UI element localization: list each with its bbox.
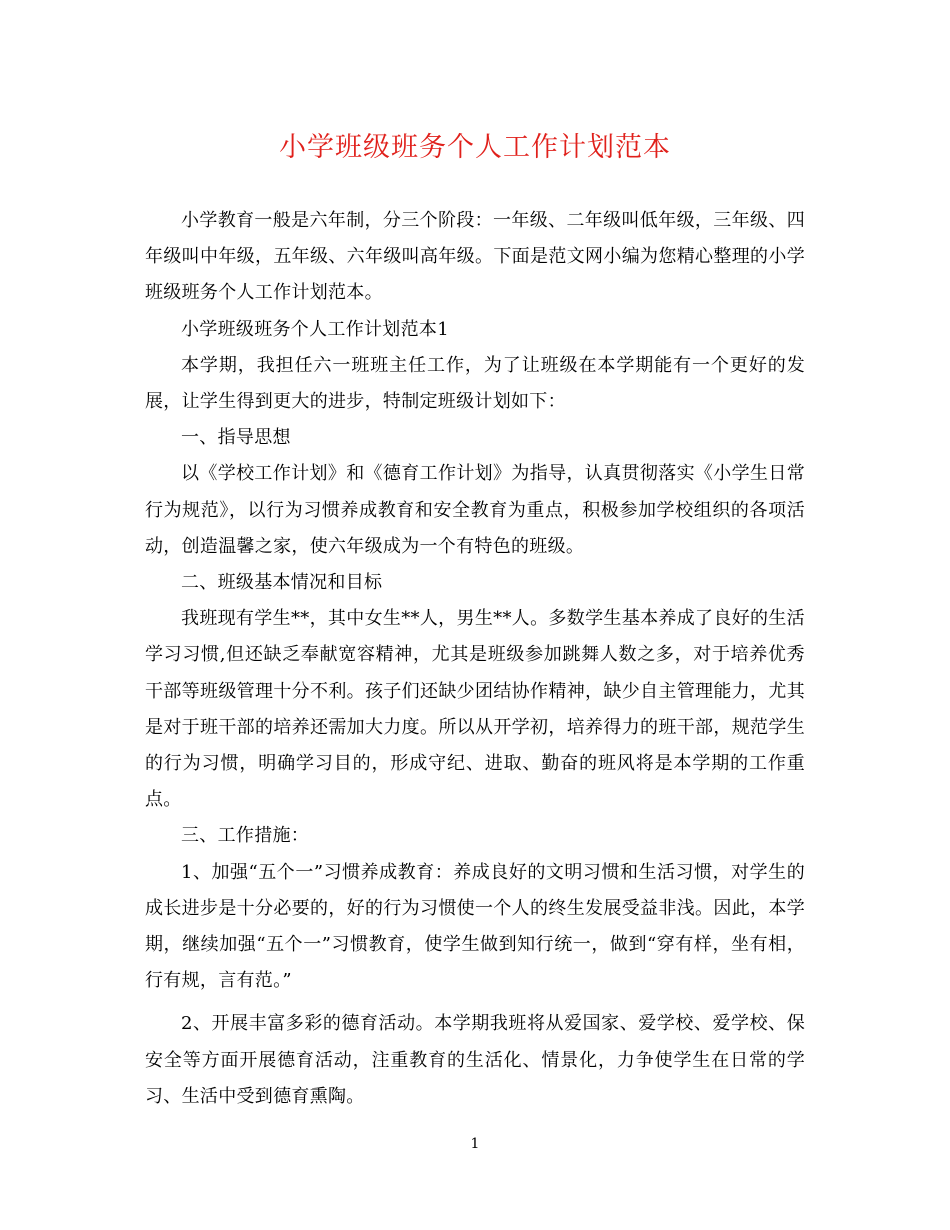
paragraph-guiding-ideology: 以《学校工作计划》和《德育工作计划》为指导，认真贯彻落实《小学生日常行为规范》，以行为习惯养成教育和安全教育为重点，积极参加学校组织的各项活动，创造温馨之家，使六年级成为一个有特色的班级。: [145, 463, 805, 557]
paragraph-measure-1: 1、加强“五个一”习惯养成教育：养成良好的文明习惯和生活习惯，对学生的成长进步是十分必要的，好的行为习惯使一个人的终生发展受益非浅。因此，本学期，继续加强“五个一”习惯教育，使学生做到知行统一，做到“穿有样，坐有相，行有规，言有范。”: [145, 861, 805, 992]
paragraph-class-situation: 我班现有学生**，其中女生**人，男生**人。多数学生基本养成了良好的生活学习习惯,但还缺乏奉献宽容精神，尤其是班级参加跳舞人数之多，对于培养优秀干部等班级管理十分不利。孩子们还缺少团结协作精神，缺少自主管理能力，尤其是对于班干部的培养还需加大力度。所以从开学初，培养得力的班干部，规范学生的行为习惯，明确学习目的，形成守纪、进取、勤奋的班风将是本学期的工作重点。: [145, 608, 805, 811]
paragraph-opening: 本学期，我担任六一班班主任工作，为了让班级在本学期能有一个更好的发展，让学生得到更大的进步，特制定班级计划如下：: [145, 354, 805, 413]
paragraph-intro: 小学教育一般是六年制，分三个阶段：一年级、二年级叫低年级，三年级、四年级叫中年级，五年级、六年级叫高年级。下面是范文网小编为您精心整理的小学班级班务个人工作计划范本。: [145, 210, 805, 304]
heading-guiding-ideology: 一、指导思想: [181, 427, 291, 449]
heading-class-situation: 二、班级基本情况和目标: [181, 572, 383, 594]
document-body: [145, 203, 805, 1115]
paragraph-measure-2: 2、开展丰富多彩的德育活动。本学期我班将从爱国家、爱学校、爱学校、保安全等方面开展德育活动，注重教育的生活化、情景化，力争使学生在日常的学习、生活中受到德育熏陶。: [145, 1013, 805, 1107]
paragraph-section-title: 小学班级班务个人工作计划范本1: [181, 318, 449, 340]
heading-work-measures: 三、工作措施：: [181, 825, 310, 847]
document-title: 小学班级班务个人工作计划范本: [279, 132, 671, 163]
page-number: 1: [470, 1136, 480, 1152]
